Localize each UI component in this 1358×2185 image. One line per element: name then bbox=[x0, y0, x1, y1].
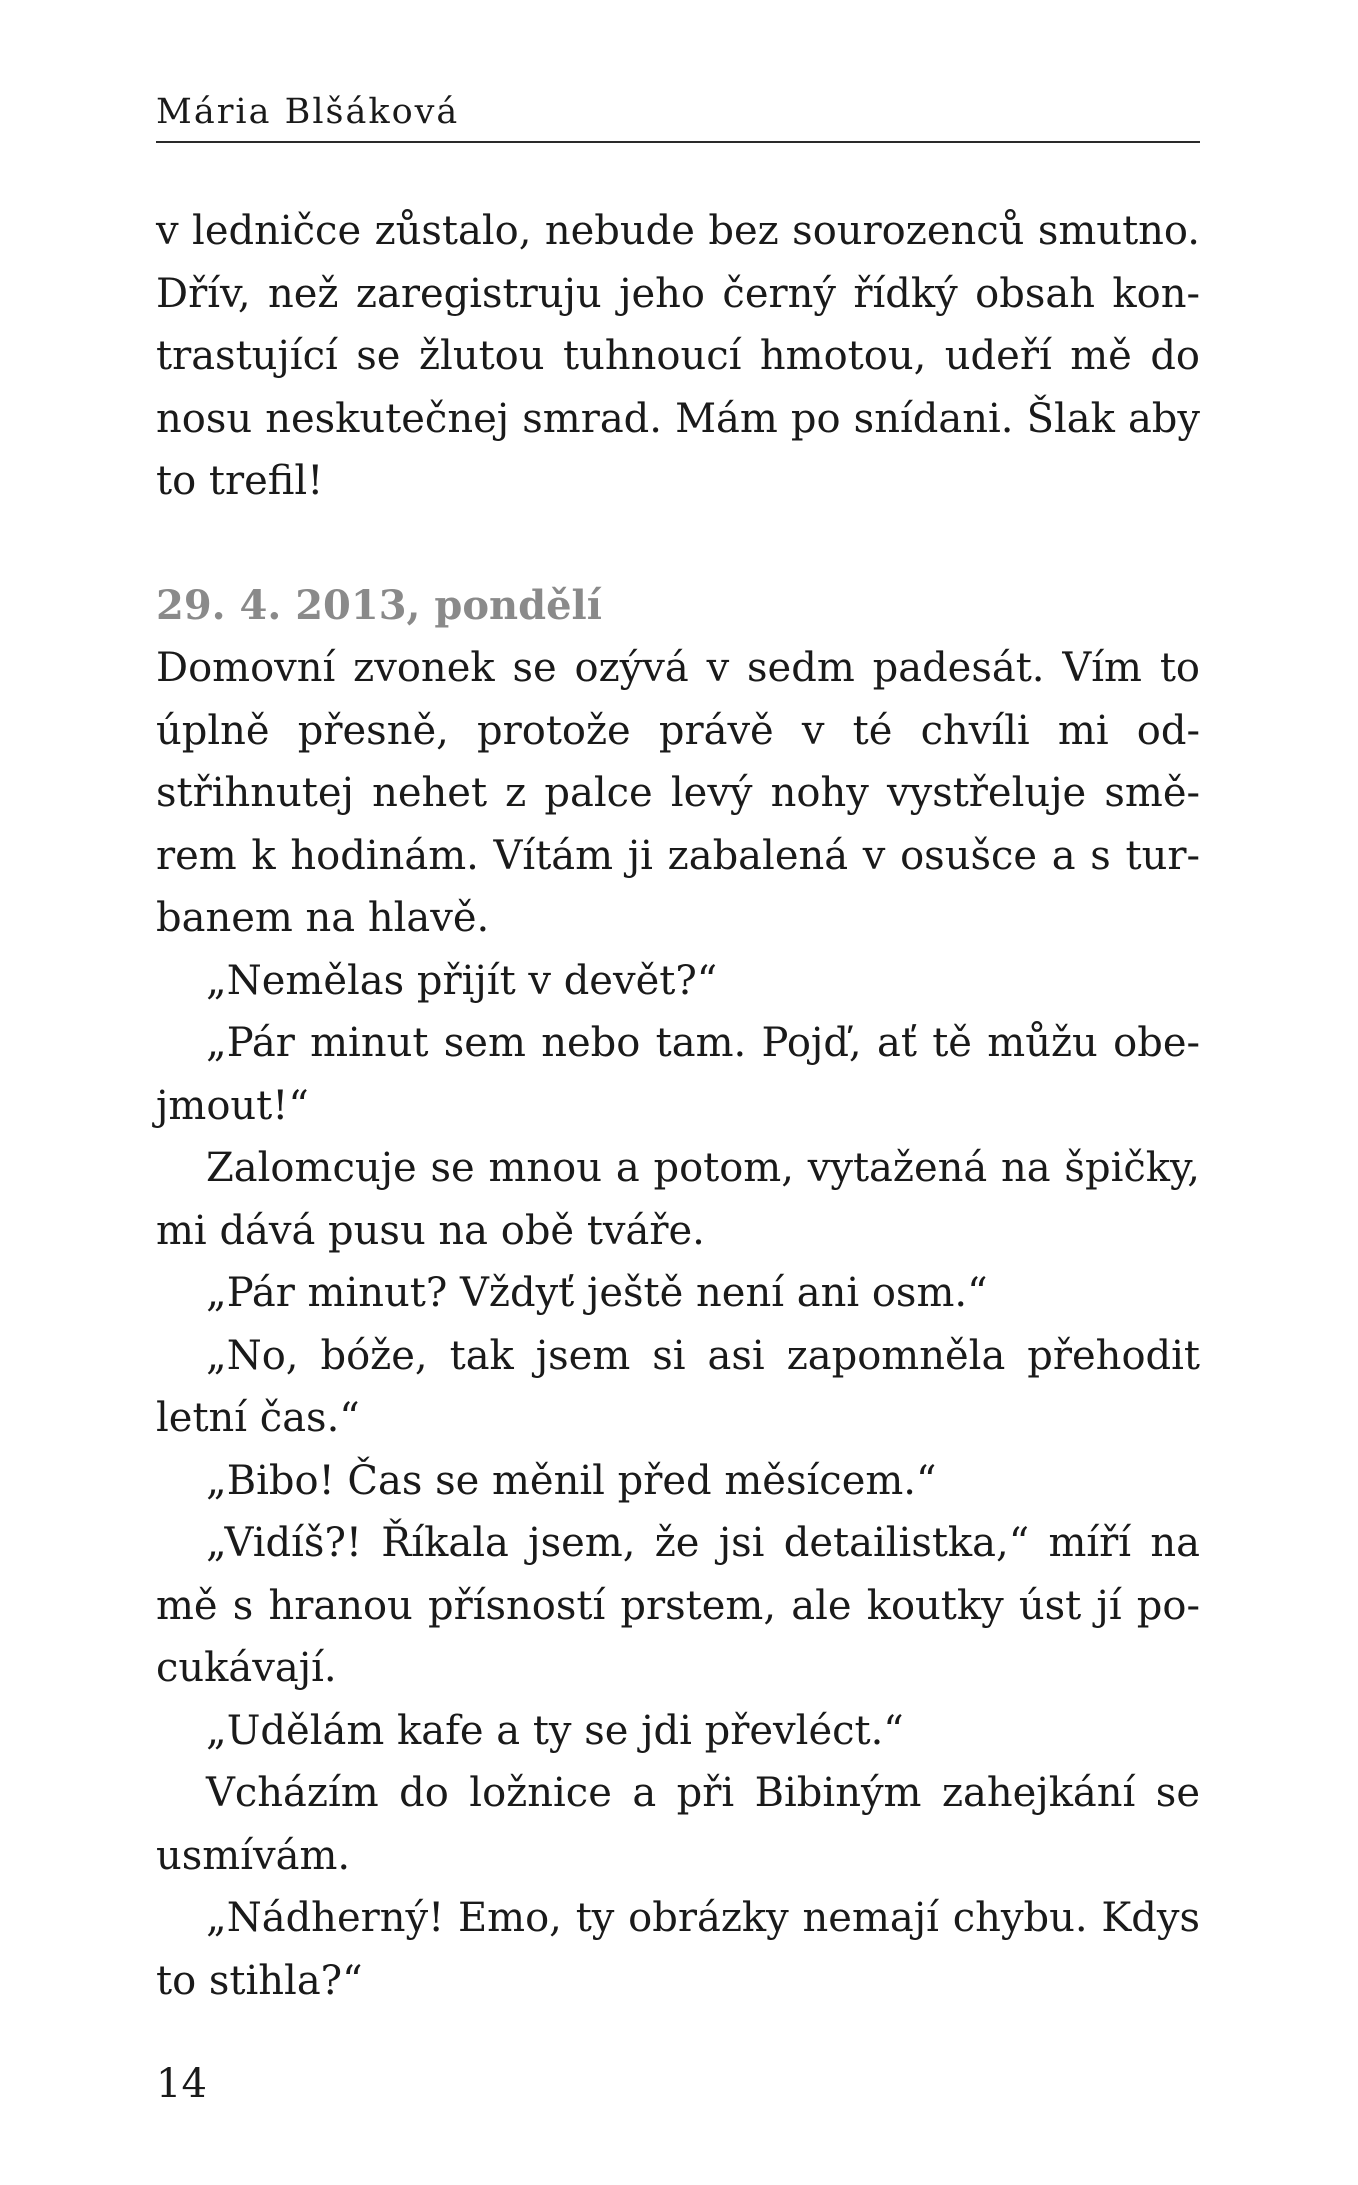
paragraph: Zalomcuje se mnou a potom, vytažená na špičky, mi dává pusu na obě tváře. bbox=[156, 1145, 1200, 1254]
paragraph: Vcházím do ložnice a při Bibiným zahejkání se usmívám. bbox=[156, 1770, 1200, 1879]
dialogue-line: „Vidíš?! Říkala jsem, že jsi detailistka,“ míří na mě s hranou přísností prstem, ale koutky úst jí pocukávají. bbox=[156, 1520, 1200, 1691]
dialogue-line: „Bibo! Čas se měnil před měsícem.“ bbox=[206, 1457, 937, 1504]
diary-date-heading: 29. 4. 2013, pondělí bbox=[156, 581, 602, 629]
body-text bbox=[156, 200, 1200, 2012]
dialogue-line: „Pár minut? Vždyť ještě není ani osm.“ bbox=[206, 1270, 988, 1316]
dialogue-line: „Udělám kafe a ty se jdi převléct.“ bbox=[206, 1707, 904, 1754]
dialogue-line: „No, bóže, tak jsem si asi zapomněla přehodit letní čas.“ bbox=[156, 1332, 1200, 1441]
book-page bbox=[156, 0, 1200, 2185]
paragraph-continued: v ledničce zůstalo, nebude bez sourozenců smutno. Dřív, než zaregistruju jeho černý řídký obsah kontrastující se žlutou tuhnoucí hmotou, udeří mě do nosu neskutečnej smrad. Mám po snídani. Šlak aby to trefil! bbox=[156, 208, 1200, 504]
dialogue-line: „Nemělas přijít v devět?“ bbox=[206, 957, 718, 1004]
header-rule bbox=[156, 141, 1200, 143]
dialogue-line: „Nádherný! Emo, ty obrázky nemají chybu. Kdys to stihla?“ bbox=[156, 1895, 1200, 2004]
page-number: 14 bbox=[156, 2061, 207, 2107]
paragraph: Domovní zvonek se ozývá v sedm padesát. Vím to úplně přesně, protože právě v té chvíli mi odstřihnutej nehet z palce levý nohy vystřeluje směrem k hodinám. Vítám ji zabalená v osušce a s turbanem na hlavě. bbox=[156, 645, 1200, 941]
running-head-author: Mária Blšáková bbox=[156, 92, 460, 132]
dialogue-line: „Pár minut sem nebo tam. Pojď, ať tě můžu obejmout!“ bbox=[156, 1020, 1200, 1129]
